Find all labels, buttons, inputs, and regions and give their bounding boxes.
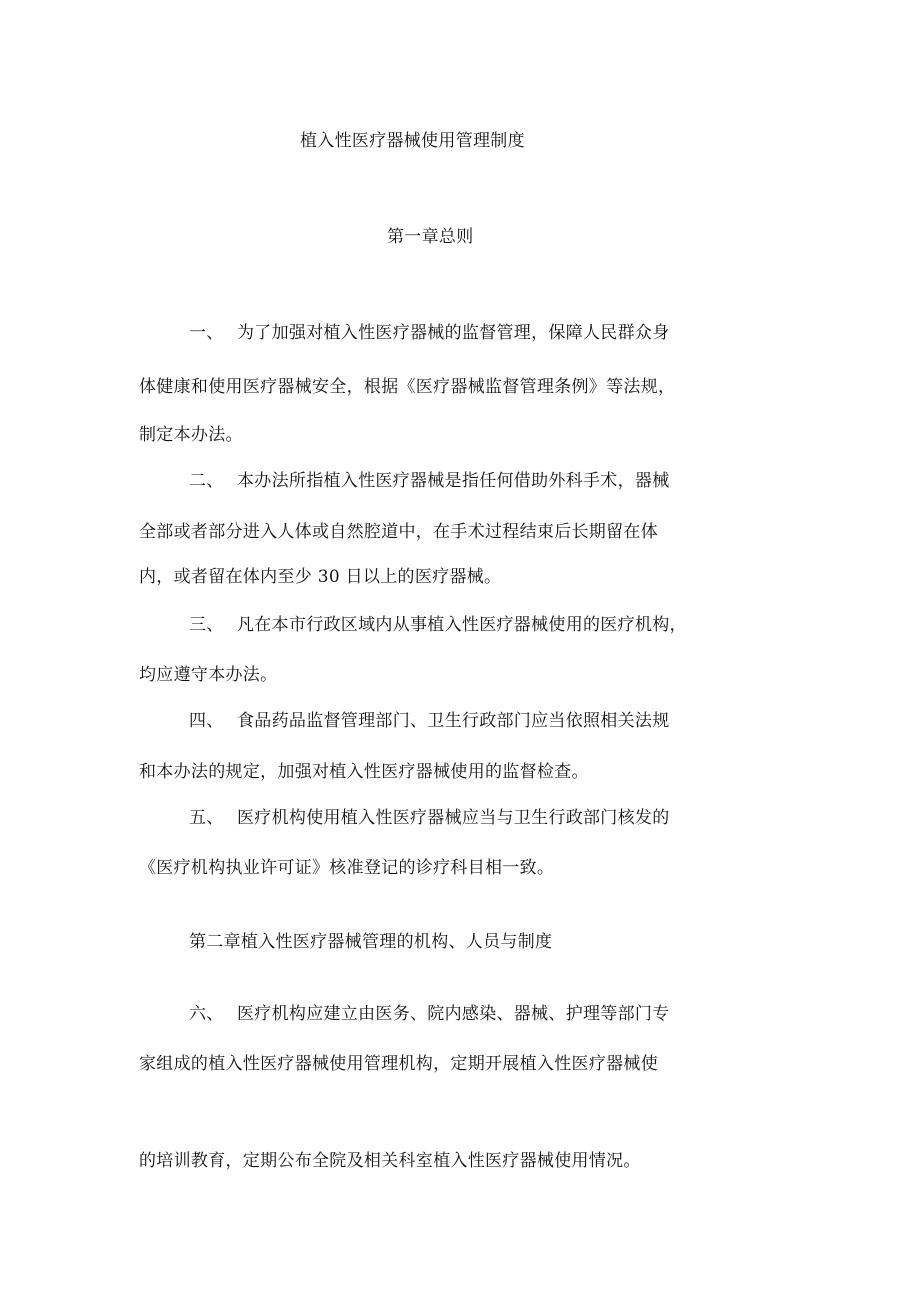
article-2-line-2: 全部或者部分进入人体或自然腔道中，在手术过程结束后长期留在体	[139, 522, 658, 542]
article-text: 为了加强对植入性医疗器械的监督管理，保障人民群众身	[237, 323, 670, 343]
article-6-line-1	[189, 1003, 670, 1025]
article-number: 三、	[189, 615, 224, 635]
article-1-line-1	[189, 322, 670, 344]
article-number: 二、	[189, 471, 224, 491]
article-text: 医疗机构使用植入性医疗器械应当与卫生行政部门核发的	[237, 808, 670, 828]
article-number: 六、	[189, 1004, 224, 1024]
article-2-line-1	[189, 470, 670, 492]
article-2-line-3: 内，或者留在体内至少 30 日以上的医疗器械。	[139, 567, 502, 587]
article-3-line-2: 均应遵守本办法。	[139, 665, 278, 685]
article-6-line-2: 家组成的植入性医疗器械使用管理机构，定期开展植入性医疗器械使	[139, 1054, 658, 1074]
article-1-line-3: 制定本办法。	[139, 425, 243, 445]
article-text: 凡在本市行政区域内从事植入性医疗器械使用的医疗机构，	[237, 615, 687, 635]
article-3-line-1	[189, 614, 687, 636]
article-5-line-2: 《医疗机构执业许可证》核准登记的诊疗科目相一致。	[139, 858, 555, 878]
article-number: 五、	[189, 808, 224, 828]
article-number: 四、	[189, 711, 224, 731]
article-text: 食品药品监督管理部门、卫生行政部门应当依照相关法规	[237, 711, 670, 731]
document-title: 植入性医疗器械使用管理制度	[300, 131, 525, 151]
article-6-line-3: 的培训教育，定期公布全院及相关科室植入性医疗器械使用情况。	[139, 1151, 641, 1171]
chapter-heading-1: 第一章总则	[387, 227, 474, 247]
article-4-line-2: 和本办法的规定，加强对植入性医疗器械使用的监督检查。	[139, 762, 589, 782]
article-1-line-2: 体健康和使用医疗器械安全，根据《医疗器械监督管理条例》等法规，	[139, 377, 676, 397]
article-4-line-1	[189, 710, 670, 732]
article-text: 医疗机构应建立由医务、院内感染、器械、护理等部门专	[237, 1004, 670, 1024]
article-5-line-1	[189, 807, 670, 829]
article-text: 本办法所指植入性医疗器械是指任何借助外科手术，器械	[237, 471, 670, 491]
article-number: 一、	[189, 323, 224, 343]
chapter-heading-2: 第二章植入性医疗器械管理的机构、人员与制度	[189, 932, 553, 952]
